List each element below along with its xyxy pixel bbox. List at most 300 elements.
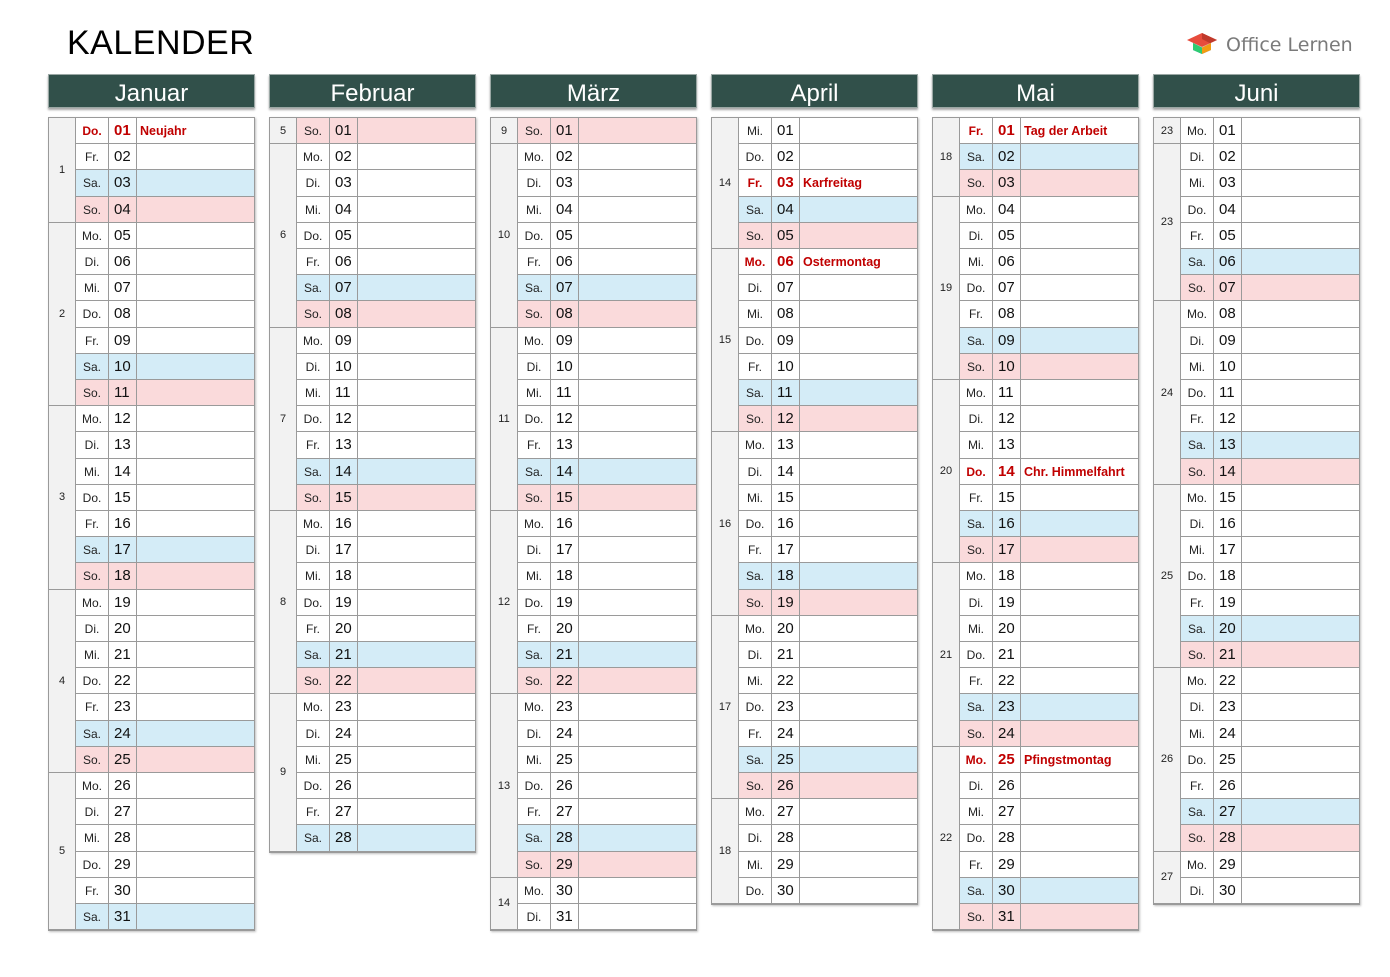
note-cell [1020, 721, 1138, 747]
day-row [491, 485, 696, 511]
weekday-label: So. [517, 301, 550, 327]
holiday-label: Pfingstmontag [1020, 747, 1138, 773]
weekday-label: Mi. [738, 118, 771, 144]
day-row [270, 197, 475, 223]
note-cell [578, 616, 696, 642]
weekday-label: Sa. [738, 747, 771, 773]
week-number: 15 [712, 249, 738, 432]
weekday-label: Fr. [1180, 223, 1213, 249]
note-cell [1020, 406, 1138, 432]
week-number: 20 [933, 380, 959, 563]
week-number: 14 [491, 878, 517, 930]
week-number: 11 [491, 328, 517, 511]
day-row [1154, 354, 1359, 380]
note-cell [799, 118, 917, 144]
day-row [491, 773, 696, 799]
note-cell [578, 118, 696, 144]
day-number: 29 [550, 852, 578, 878]
day-number: 09 [771, 328, 799, 354]
day-row [270, 249, 475, 275]
note-cell [1241, 354, 1359, 380]
day-number: 17 [992, 537, 1020, 563]
weekday-label: Sa. [959, 328, 992, 354]
weekday-label: Do. [738, 878, 771, 904]
day-row [491, 197, 696, 223]
day-row [491, 301, 696, 327]
day-row [49, 223, 254, 249]
note-cell [799, 878, 917, 904]
day-row [712, 197, 917, 223]
week-number: 24 [1154, 301, 1180, 484]
day-number: 04 [771, 197, 799, 223]
day-row [49, 773, 254, 799]
day-number: 11 [771, 380, 799, 406]
day-row [712, 459, 917, 485]
note-cell [136, 904, 254, 930]
day-number: 21 [550, 642, 578, 668]
day-number: 24 [1213, 721, 1241, 747]
weekday-label: Mi. [517, 747, 550, 773]
day-row [49, 904, 254, 930]
note-cell [136, 223, 254, 249]
day-number: 05 [1213, 223, 1241, 249]
note-cell [578, 799, 696, 825]
day-row [933, 773, 1138, 799]
note-cell [578, 642, 696, 668]
weekday-label: Fr. [1180, 590, 1213, 616]
day-number: 15 [329, 485, 357, 511]
day-row [712, 432, 917, 458]
day-number: 14 [108, 459, 136, 485]
note-cell [136, 275, 254, 301]
day-row [1154, 275, 1359, 301]
weekday-label: Do. [517, 406, 550, 432]
note-cell [136, 537, 254, 563]
day-row [1154, 249, 1359, 275]
month-header: Mai [932, 74, 1139, 108]
note-cell [357, 799, 475, 825]
note-cell [799, 485, 917, 511]
week-number: 12 [491, 511, 517, 694]
weekday-label: Sa. [959, 511, 992, 537]
note-cell [136, 406, 254, 432]
day-row [1154, 197, 1359, 223]
day-number: 01 [108, 118, 136, 144]
weekday-label: Mo. [75, 406, 108, 432]
day-number: 20 [771, 616, 799, 642]
day-number: 24 [550, 721, 578, 747]
day-number: 23 [108, 694, 136, 720]
day-number: 26 [1213, 773, 1241, 799]
weekday-label: Mi. [75, 642, 108, 668]
day-row [933, 721, 1138, 747]
day-row [491, 590, 696, 616]
note-cell [136, 694, 254, 720]
day-row [49, 799, 254, 825]
note-cell [578, 904, 696, 930]
day-number: 03 [1213, 170, 1241, 196]
day-row [933, 878, 1138, 904]
week-number: 6 [270, 144, 296, 327]
weekday-label: Fr. [296, 799, 329, 825]
day-number: 13 [108, 432, 136, 458]
note-cell [1241, 170, 1359, 196]
day-row [49, 485, 254, 511]
weekday-label: Do. [738, 144, 771, 170]
note-cell [1241, 590, 1359, 616]
note-cell [578, 275, 696, 301]
day-number: 13 [329, 432, 357, 458]
note-cell [357, 668, 475, 694]
day-number: 05 [550, 223, 578, 249]
day-number: 19 [771, 590, 799, 616]
day-number: 22 [1213, 668, 1241, 694]
note-cell [357, 275, 475, 301]
note-cell [578, 144, 696, 170]
day-number: 18 [1213, 563, 1241, 589]
note-cell [1020, 170, 1138, 196]
weekday-label: Fr. [296, 432, 329, 458]
day-row [933, 197, 1138, 223]
day-row [933, 328, 1138, 354]
weekday-label: Do. [959, 459, 992, 485]
weekday-label: So. [296, 668, 329, 694]
note-cell [799, 642, 917, 668]
brand-name: Office Lernen [1226, 34, 1353, 56]
day-number: 17 [771, 537, 799, 563]
day-row [491, 170, 696, 196]
day-row [933, 118, 1138, 144]
day-row [1154, 852, 1359, 878]
weekday-label: So. [959, 904, 992, 930]
weekday-label: Di. [959, 406, 992, 432]
weekday-label: So. [75, 563, 108, 589]
week-number: 9 [270, 694, 296, 851]
weekday-label: So. [738, 590, 771, 616]
day-row [270, 432, 475, 458]
weekday-label: Mi. [738, 668, 771, 694]
day-row [49, 328, 254, 354]
day-number: 07 [108, 275, 136, 301]
weekday-label: Do. [75, 118, 108, 144]
day-row [491, 118, 696, 144]
day-row [712, 511, 917, 537]
weekday-label: Mo. [296, 328, 329, 354]
weekday-label: Do. [75, 852, 108, 878]
day-row [1154, 616, 1359, 642]
note-cell [1020, 773, 1138, 799]
day-number: 20 [1213, 616, 1241, 642]
day-row [491, 459, 696, 485]
weekday-label: Mo. [75, 773, 108, 799]
day-row [712, 170, 917, 196]
week-number: 27 [1154, 852, 1180, 904]
note-cell [799, 825, 917, 851]
day-row [491, 223, 696, 249]
weekday-label: Di. [75, 432, 108, 458]
note-cell [1020, 432, 1138, 458]
note-cell [357, 144, 475, 170]
day-number: 21 [992, 642, 1020, 668]
note-cell [1241, 485, 1359, 511]
day-row [712, 249, 917, 275]
day-number: 11 [992, 380, 1020, 406]
day-number: 14 [550, 459, 578, 485]
day-number: 27 [771, 799, 799, 825]
day-number: 24 [108, 721, 136, 747]
day-number: 13 [771, 432, 799, 458]
weekday-label: Di. [517, 904, 550, 930]
weekday-label: Fr. [1180, 773, 1213, 799]
weekday-label: So. [959, 537, 992, 563]
day-number: 08 [108, 301, 136, 327]
week-number: 4 [49, 590, 75, 773]
day-number: 30 [992, 878, 1020, 904]
note-cell [357, 406, 475, 432]
day-row [1154, 432, 1359, 458]
weekday-label: Fr. [738, 721, 771, 747]
weekday-label: Mo. [517, 328, 550, 354]
note-cell [1241, 249, 1359, 275]
weekday-label: Sa. [738, 563, 771, 589]
day-row [270, 275, 475, 301]
weekday-label: Di. [959, 590, 992, 616]
day-number: 05 [771, 223, 799, 249]
note-cell [799, 406, 917, 432]
weekday-label: Sa. [959, 694, 992, 720]
note-cell [1241, 878, 1359, 904]
day-number: 16 [550, 511, 578, 537]
weekday-label: So. [959, 354, 992, 380]
note-cell [799, 354, 917, 380]
day-number: 06 [329, 249, 357, 275]
weekday-label: Sa. [75, 904, 108, 930]
weekday-label: Mi. [959, 616, 992, 642]
note-cell [357, 642, 475, 668]
week-number: 14 [712, 118, 738, 249]
day-row [1154, 694, 1359, 720]
day-number: 18 [108, 563, 136, 589]
note-cell [357, 563, 475, 589]
note-cell [1241, 380, 1359, 406]
note-cell [1241, 432, 1359, 458]
day-row [49, 511, 254, 537]
day-number: 20 [992, 616, 1020, 642]
day-number: 30 [771, 878, 799, 904]
weekday-label: Do. [75, 668, 108, 694]
day-number: 14 [329, 459, 357, 485]
weekday-label: Mo. [296, 144, 329, 170]
day-row [1154, 563, 1359, 589]
day-row [491, 432, 696, 458]
day-number: 08 [992, 301, 1020, 327]
graduation-cap-icon [1186, 31, 1218, 60]
weekday-label: So. [1180, 642, 1213, 668]
weekday-label: Di. [517, 721, 550, 747]
note-cell [136, 197, 254, 223]
day-number: 12 [550, 406, 578, 432]
weekday-label: Di. [738, 825, 771, 851]
month-header: Februar [269, 74, 476, 108]
day-row [270, 747, 475, 773]
day-number: 30 [108, 878, 136, 904]
note-cell [136, 878, 254, 904]
month-column [711, 74, 918, 899]
day-number: 18 [771, 563, 799, 589]
note-cell [357, 301, 475, 327]
weekday-label: Fr. [959, 668, 992, 694]
note-cell [357, 459, 475, 485]
weekday-label: Di. [1180, 328, 1213, 354]
note-cell [1020, 852, 1138, 878]
weekday-label: Sa. [296, 459, 329, 485]
note-cell [1241, 668, 1359, 694]
day-number: 26 [771, 773, 799, 799]
note-cell [357, 590, 475, 616]
day-number: 23 [771, 694, 799, 720]
weekday-label: Mo. [738, 249, 771, 275]
day-row [1154, 170, 1359, 196]
day-row [712, 668, 917, 694]
day-number: 10 [329, 354, 357, 380]
day-number: 18 [992, 563, 1020, 589]
note-cell [136, 144, 254, 170]
note-cell [799, 747, 917, 773]
weekday-label: Do. [1180, 380, 1213, 406]
day-number: 14 [1213, 459, 1241, 485]
note-cell [136, 668, 254, 694]
weekday-label: Do. [1180, 197, 1213, 223]
day-number: 12 [771, 406, 799, 432]
weekday-label: Mi. [959, 799, 992, 825]
note-cell [357, 616, 475, 642]
weekday-label: Fr. [738, 170, 771, 196]
day-row [491, 825, 696, 851]
weekday-label: Sa. [959, 144, 992, 170]
day-row [933, 537, 1138, 563]
day-row [49, 197, 254, 223]
day-number: 09 [108, 328, 136, 354]
day-row [491, 249, 696, 275]
day-number: 09 [550, 328, 578, 354]
note-cell [1020, 328, 1138, 354]
day-number: 14 [992, 459, 1020, 485]
day-row [1154, 537, 1359, 563]
day-number: 13 [550, 432, 578, 458]
day-row [712, 563, 917, 589]
note-cell [136, 721, 254, 747]
day-row [1154, 773, 1359, 799]
day-row [933, 223, 1138, 249]
note-cell [1241, 773, 1359, 799]
weekday-label: Mo. [959, 563, 992, 589]
note-cell [357, 747, 475, 773]
day-number: 21 [108, 642, 136, 668]
day-row [712, 328, 917, 354]
note-cell [578, 249, 696, 275]
weekday-label: Sa. [296, 642, 329, 668]
note-cell [578, 301, 696, 327]
day-number: 31 [108, 904, 136, 930]
note-cell [578, 590, 696, 616]
day-number: 15 [771, 485, 799, 511]
week-number: 5 [270, 118, 296, 144]
week-number: 16 [712, 432, 738, 615]
note-cell [1241, 328, 1359, 354]
weekday-label: Sa. [75, 537, 108, 563]
note-cell [578, 485, 696, 511]
day-row [491, 537, 696, 563]
day-row [491, 616, 696, 642]
weekday-label: Do. [517, 590, 550, 616]
weekday-label: Fr. [75, 878, 108, 904]
weekday-label: Mi. [296, 563, 329, 589]
day-row [49, 118, 254, 144]
week-number: 13 [491, 694, 517, 877]
day-number: 03 [550, 170, 578, 196]
day-row [49, 301, 254, 327]
day-number: 10 [108, 354, 136, 380]
day-number: 24 [992, 721, 1020, 747]
day-number: 23 [329, 694, 357, 720]
day-row [1154, 144, 1359, 170]
weekday-label: Di. [517, 537, 550, 563]
note-cell [799, 668, 917, 694]
day-number: 27 [1213, 799, 1241, 825]
note-cell [799, 852, 917, 878]
day-number: 02 [992, 144, 1020, 170]
day-number: 08 [329, 301, 357, 327]
day-number: 16 [1213, 511, 1241, 537]
day-number: 16 [771, 511, 799, 537]
note-cell [578, 721, 696, 747]
day-row [933, 170, 1138, 196]
weekday-label: Di. [738, 275, 771, 301]
weekday-label: Do. [1180, 563, 1213, 589]
day-number: 12 [992, 406, 1020, 432]
note-cell [1020, 275, 1138, 301]
week-number: 7 [270, 328, 296, 511]
day-number: 22 [108, 668, 136, 694]
weekday-label: So. [296, 485, 329, 511]
weekday-label: Sa. [296, 275, 329, 301]
day-row [933, 249, 1138, 275]
day-row [1154, 406, 1359, 432]
weekday-label: Mi. [75, 459, 108, 485]
note-cell [1241, 852, 1359, 878]
weekday-label: Mi. [959, 249, 992, 275]
weekday-label: Di. [1180, 694, 1213, 720]
day-number: 13 [1213, 432, 1241, 458]
day-row [270, 144, 475, 170]
day-number: 22 [329, 668, 357, 694]
note-cell [357, 380, 475, 406]
note-cell [136, 590, 254, 616]
note-cell [1241, 825, 1359, 851]
day-number: 13 [992, 432, 1020, 458]
weekday-label: Di. [959, 773, 992, 799]
weekday-label: Do. [75, 301, 108, 327]
day-row [933, 301, 1138, 327]
week-number: 23 [1154, 144, 1180, 301]
weekday-label: Mi. [517, 197, 550, 223]
note-cell [357, 694, 475, 720]
day-number: 16 [108, 511, 136, 537]
weekday-label: So. [75, 197, 108, 223]
weekday-label: Fr. [738, 354, 771, 380]
day-row [712, 852, 917, 878]
weekday-label: Do. [296, 590, 329, 616]
